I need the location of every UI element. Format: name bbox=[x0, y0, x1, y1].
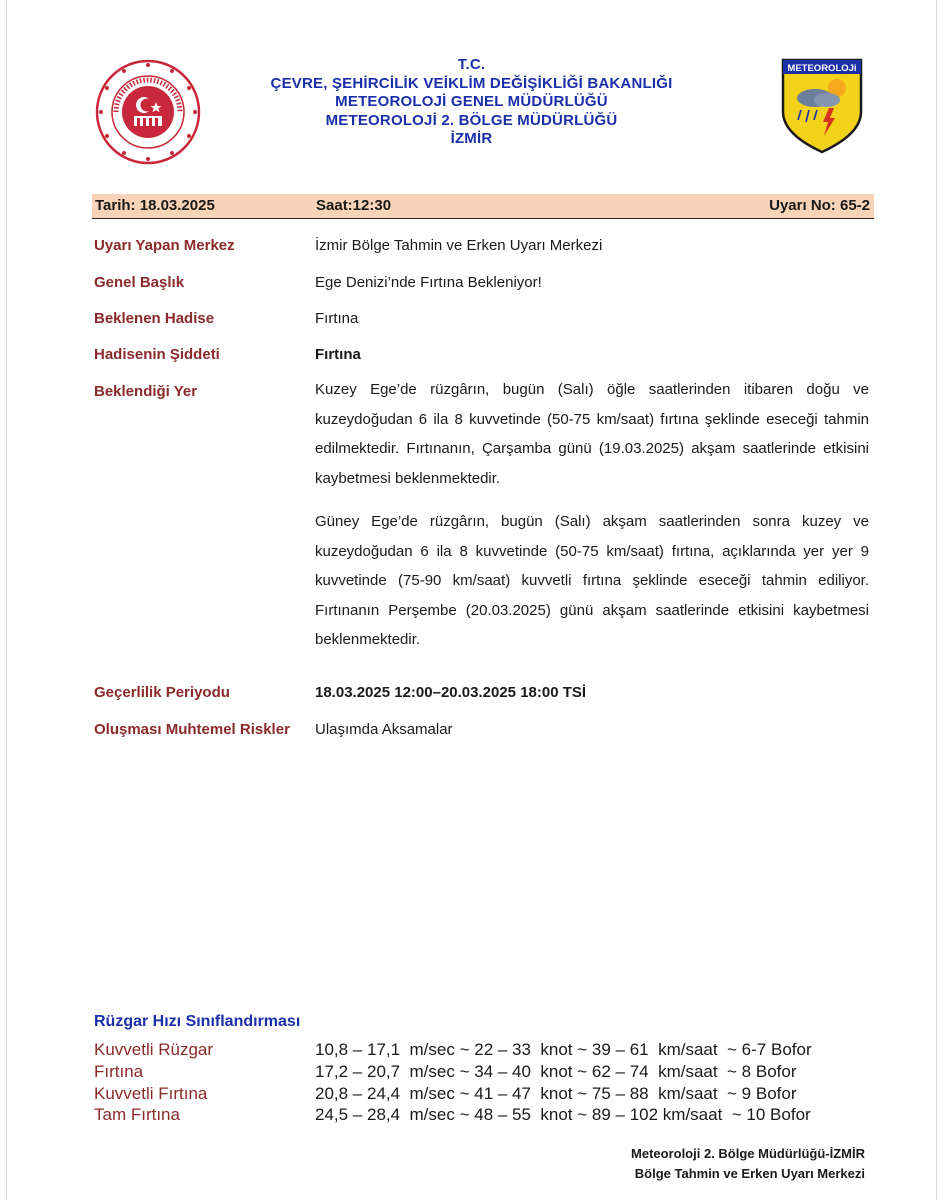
location-paragraph-south: Güney Ege’de rüzgârın, bugün (Salı) akşam saatlerinden sonra kuzey ve kuzeydoğudan 6 ila 8 kuvvetinde (50-75 km/saat) fırtına, açıklarında yer yer 9 kuvvetinde (75-90 km/saat) kuvvetli fırtına şeklinde eseceği tahmin ediliyor. Fırtınanın Perşembe (20.03.2025) günü akşam saatlerinde etkisini kaybetmesi beklenmektedir. bbox=[315, 513, 869, 648]
field-label: Beklendiği Yer bbox=[94, 383, 198, 400]
header-line: METEOROLOJİ GENEL MÜDÜRLÜĞÜ bbox=[335, 93, 608, 110]
wind-class-values: 20,8 – 24,4 m/sec ~ 41 – 47 knot ~ 75 – 88 km/saat ~ 9 Bofor bbox=[315, 1084, 797, 1103]
ministry-header bbox=[0, 56, 943, 149]
header-line: ÇEVRE, ŞEHİRCİLİK VEİKLİM DEĞİŞİKLİĞİ BAKANLIĞI bbox=[270, 74, 673, 92]
wind-class-name: Tam Fırtına bbox=[94, 1105, 180, 1124]
header-line: T.C. bbox=[457, 56, 486, 73]
wind-class-values: 24,5 – 28,4 m/sec ~ 48 – 55 knot ~ 89 – 102 km/saat ~ 10 Bofor bbox=[315, 1105, 811, 1124]
field-value: Fırtına bbox=[315, 310, 359, 327]
warning-number: Uyarı No: 65-2 bbox=[769, 197, 870, 214]
wind-class-values: 10,8 – 17,1 m/sec ~ 22 – 33 knot ~ 39 – 61 km/saat ~ 6-7 Bofor bbox=[315, 1040, 812, 1059]
field-label: Genel Başlık bbox=[94, 274, 185, 291]
wind-class-name: Kuvvetli Fırtına bbox=[94, 1084, 208, 1103]
warning-info-bar bbox=[92, 194, 874, 219]
field-value bbox=[315, 375, 869, 655]
field-label: Geçerlilik Periyodu bbox=[94, 684, 230, 701]
field-value: Ege Denizi’nde Fırtına Bekleniyor! bbox=[315, 274, 542, 291]
location-paragraph-north: Kuzey Ege’de rüzgârın, bugün (Salı) öğle saatlerinden itibaren doğu ve kuzeydoğudan 6 ila 8 kuvvetinde (50-75 km/saat) fırtına şeklinde eseceği tahmin edilmektedir. Fırtınanın, Çarşamba günü (19.03.2025) akşam saatlerinde etkisini kaybetmesi beklenmektedir. bbox=[315, 381, 869, 487]
field-label: Beklenen Hadise bbox=[94, 310, 215, 327]
field-label: Hadisenin Şiddeti bbox=[94, 346, 220, 363]
footer-line: Meteoroloji 2. Bölge Müdürlüğü-İZMİR bbox=[631, 1146, 865, 1161]
field-value: Ulaşımda Aksamalar bbox=[315, 721, 453, 738]
header-line: İZMİR bbox=[450, 130, 493, 147]
field-label: Oluşması Muhtemel Riskler bbox=[94, 721, 290, 738]
logo-text: METEOROLOJi bbox=[787, 63, 857, 74]
footer-line: Bölge Tahmin ve Erken Uyarı Merkezi bbox=[634, 1166, 865, 1181]
header-line: METEOROLOJİ 2. BÖLGE MÜDÜRLÜĞÜ bbox=[325, 111, 618, 129]
field-label: Uyarı Yapan Merkez bbox=[94, 237, 235, 254]
field-value: 18.03.2025 12:00–20.03.2025 18:00 TSİ bbox=[315, 684, 587, 701]
field-value: Fırtına bbox=[315, 346, 361, 363]
wind-class-values: 17,2 – 20,7 m/sec ~ 34 – 40 knot ~ 62 – 74 km/saat ~ 8 Bofor bbox=[315, 1062, 797, 1081]
warning-time: Saat:12:30 bbox=[316, 197, 392, 214]
wind-table-title: Rüzgar Hızı Sınıflandırması bbox=[94, 1013, 301, 1030]
field-value: İzmir Bölge Tahmin ve Erken Uyarı Merkezi bbox=[315, 237, 603, 254]
document-footer bbox=[631, 1144, 865, 1184]
warning-date: Tarih: 18.03.2025 bbox=[95, 197, 215, 214]
wind-class-name: Fırtına bbox=[94, 1062, 144, 1081]
wind-class-name: Kuvvetli Rüzgar bbox=[94, 1040, 214, 1059]
